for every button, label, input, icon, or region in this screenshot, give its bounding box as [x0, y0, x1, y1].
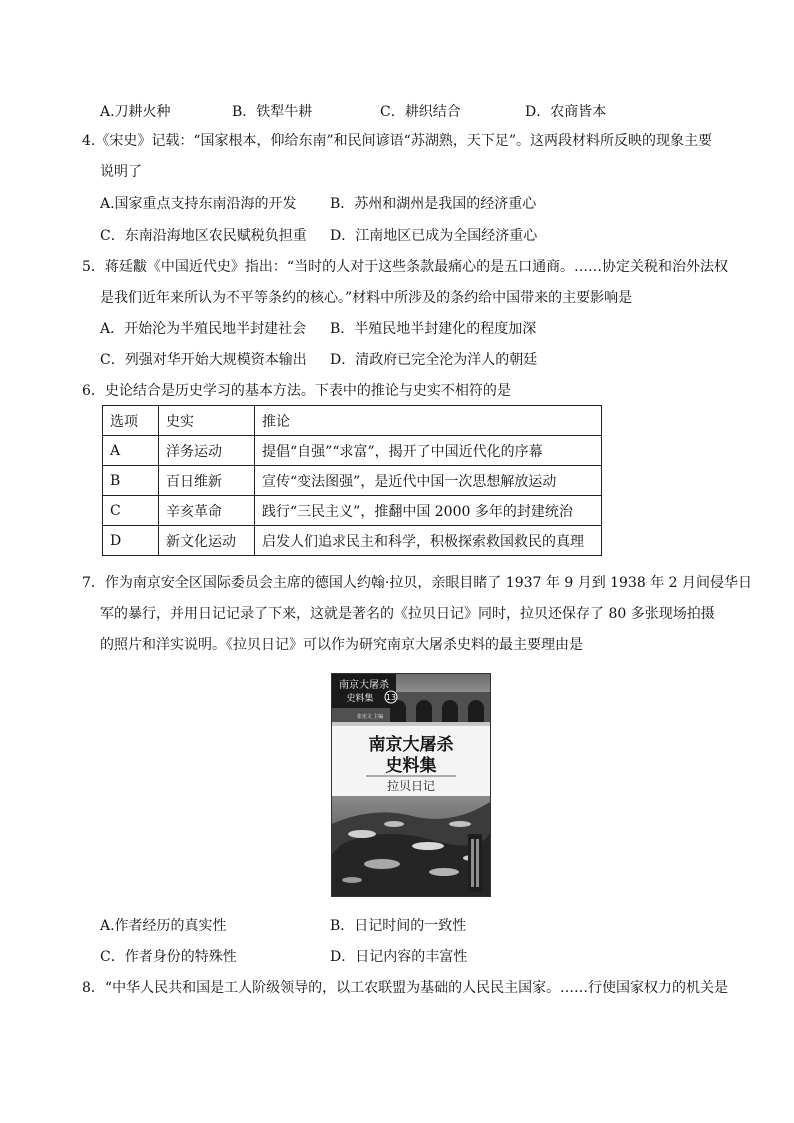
table-cell: 百日维新	[159, 466, 255, 496]
q3-option-a[interactable]: A.刀耕火种	[100, 104, 171, 120]
q8-line-1: 8．“中华人民共和国是工人阶级领导的，以工农联盟为基础的人民民主国家。……行使国家权力的机关是	[82, 980, 729, 996]
q4-option-b[interactable]: B．苏州和湖州是我国的经济重心	[330, 196, 537, 212]
table-cell: D	[103, 526, 159, 556]
q5-option-c[interactable]: C．列强对华开始大规模资本输出	[100, 352, 307, 368]
q7-stem	[82, 568, 753, 661]
q3-options	[100, 101, 740, 121]
q5-line-1: 5．蒋廷黻《中国近代史》指出：“当时的人对于这些条款最痛心的是五口通商。……协定关税和治外法权	[82, 259, 729, 275]
q5-stem	[82, 252, 732, 314]
table-cell: B	[103, 466, 159, 496]
q8-stem	[82, 973, 732, 1004]
book-cover-image	[331, 673, 491, 897]
q6-stem	[82, 376, 732, 407]
book-editor: 张宪文 主编	[356, 714, 384, 720]
table-row	[103, 466, 602, 496]
table-cell: 宣传“变法图强”，是近代中国一次思想解放运动	[255, 466, 602, 496]
book-series-title-top: 南京大屠杀	[339, 680, 389, 691]
q5-line-2: 是我们近年来所认为不平等条约的核心。”材料中所涉及的条约给中国带来的主要影响是	[100, 290, 633, 306]
q3-option-d[interactable]: D．农商皆本	[525, 104, 607, 120]
table-cell: 提倡“自强”“求富”，揭开了中国近代化的序幕	[255, 436, 602, 466]
q7-option-d[interactable]: D．日记内容的丰富性	[330, 949, 468, 965]
book-series-title-bottom: 史料集	[346, 694, 374, 704]
history-table	[102, 405, 602, 556]
q7-line-2: 军的暴行，并用日记记录了下来，这就是著名的《拉贝日记》同时，拉贝还保存了 80 多张现场拍摄	[100, 606, 715, 622]
table-row	[103, 526, 602, 556]
table-cell: 辛亥革命	[159, 496, 255, 526]
q7-options-row-2	[100, 942, 740, 972]
q4-line-2: 说明了	[100, 164, 142, 180]
q7-option-c[interactable]: C．作者身份的特殊性	[100, 949, 237, 965]
table-cell: A	[103, 436, 159, 466]
book-subtitle: 拉贝日记	[386, 779, 436, 793]
table-cell: 新文化运动	[159, 526, 255, 556]
q7-options-row-1	[100, 911, 740, 941]
q5-option-a[interactable]: A．开始沦为半殖民地半封建社会	[100, 321, 307, 337]
table-header: 选项	[103, 406, 159, 436]
table-cell: 践行“三民主义”，推翻中国 2000 多年的封建统治	[255, 496, 602, 526]
q4-option-d[interactable]: D．江南地区已成为全国经济重心	[330, 228, 538, 244]
q4-option-a[interactable]: A.国家重点支持东南沿海的开发	[100, 196, 297, 212]
table-header: 史实	[159, 406, 255, 436]
table-cell: 启发人们追求民主和科学，积极探索救国救民的真理	[255, 526, 602, 556]
q4-line-1: 4.《宋史》记载：“国家根本，仰给东南”和民间谚语“苏湖熟，天下足”。这两段材料所反映的现象主要	[82, 133, 712, 149]
q6-line-1: 6．史论结合是历史学习的基本方法。下表中的推论与史实不相符的是	[82, 383, 511, 399]
q5-option-b[interactable]: B．半殖民地半封建化的程度加深	[330, 321, 537, 337]
q4-option-c[interactable]: C．东南沿海地区农民赋税负担重	[100, 228, 307, 244]
q3-option-b[interactable]: B．铁犁牛耕	[232, 104, 313, 120]
table-row	[103, 436, 602, 466]
q4-stem	[82, 126, 732, 188]
q5-options-row-2	[100, 345, 740, 375]
book-cover-illustration	[332, 674, 490, 896]
table-cell: C	[103, 496, 159, 526]
q7-option-a[interactable]: A.作者经历的真实性	[100, 918, 227, 934]
q7-line-1: 7．作为南京安全区国际委员会主席的德国人约翰·拉贝，亲眼目睹了 1937 年 9 月到 1938 年 2 月间侵华日	[82, 575, 753, 591]
q4-options-row-1	[100, 189, 740, 219]
table-cell: 洋务运动	[159, 436, 255, 466]
q4-options-row-2	[100, 221, 740, 251]
book-volume-number: 13	[385, 693, 397, 702]
q7-line-3: 的照片和洋实说明。《拉贝日记》可以作为研究南京大屠杀史料的最主要理由是	[100, 637, 583, 653]
table-header-row	[103, 406, 602, 436]
q5-options-row-1	[100, 314, 740, 344]
table-row	[103, 496, 602, 526]
q7-option-b[interactable]: B．日记时间的一致性	[330, 918, 467, 934]
book-title-line-1: 南京大屠杀	[368, 735, 454, 755]
q5-option-d[interactable]: D．清政府已完全沦为洋人的朝廷	[330, 352, 538, 368]
book-title-line-2: 史料集	[385, 756, 437, 776]
q3-option-c[interactable]: C．耕织结合	[380, 104, 461, 120]
table-header: 推论	[255, 406, 602, 436]
